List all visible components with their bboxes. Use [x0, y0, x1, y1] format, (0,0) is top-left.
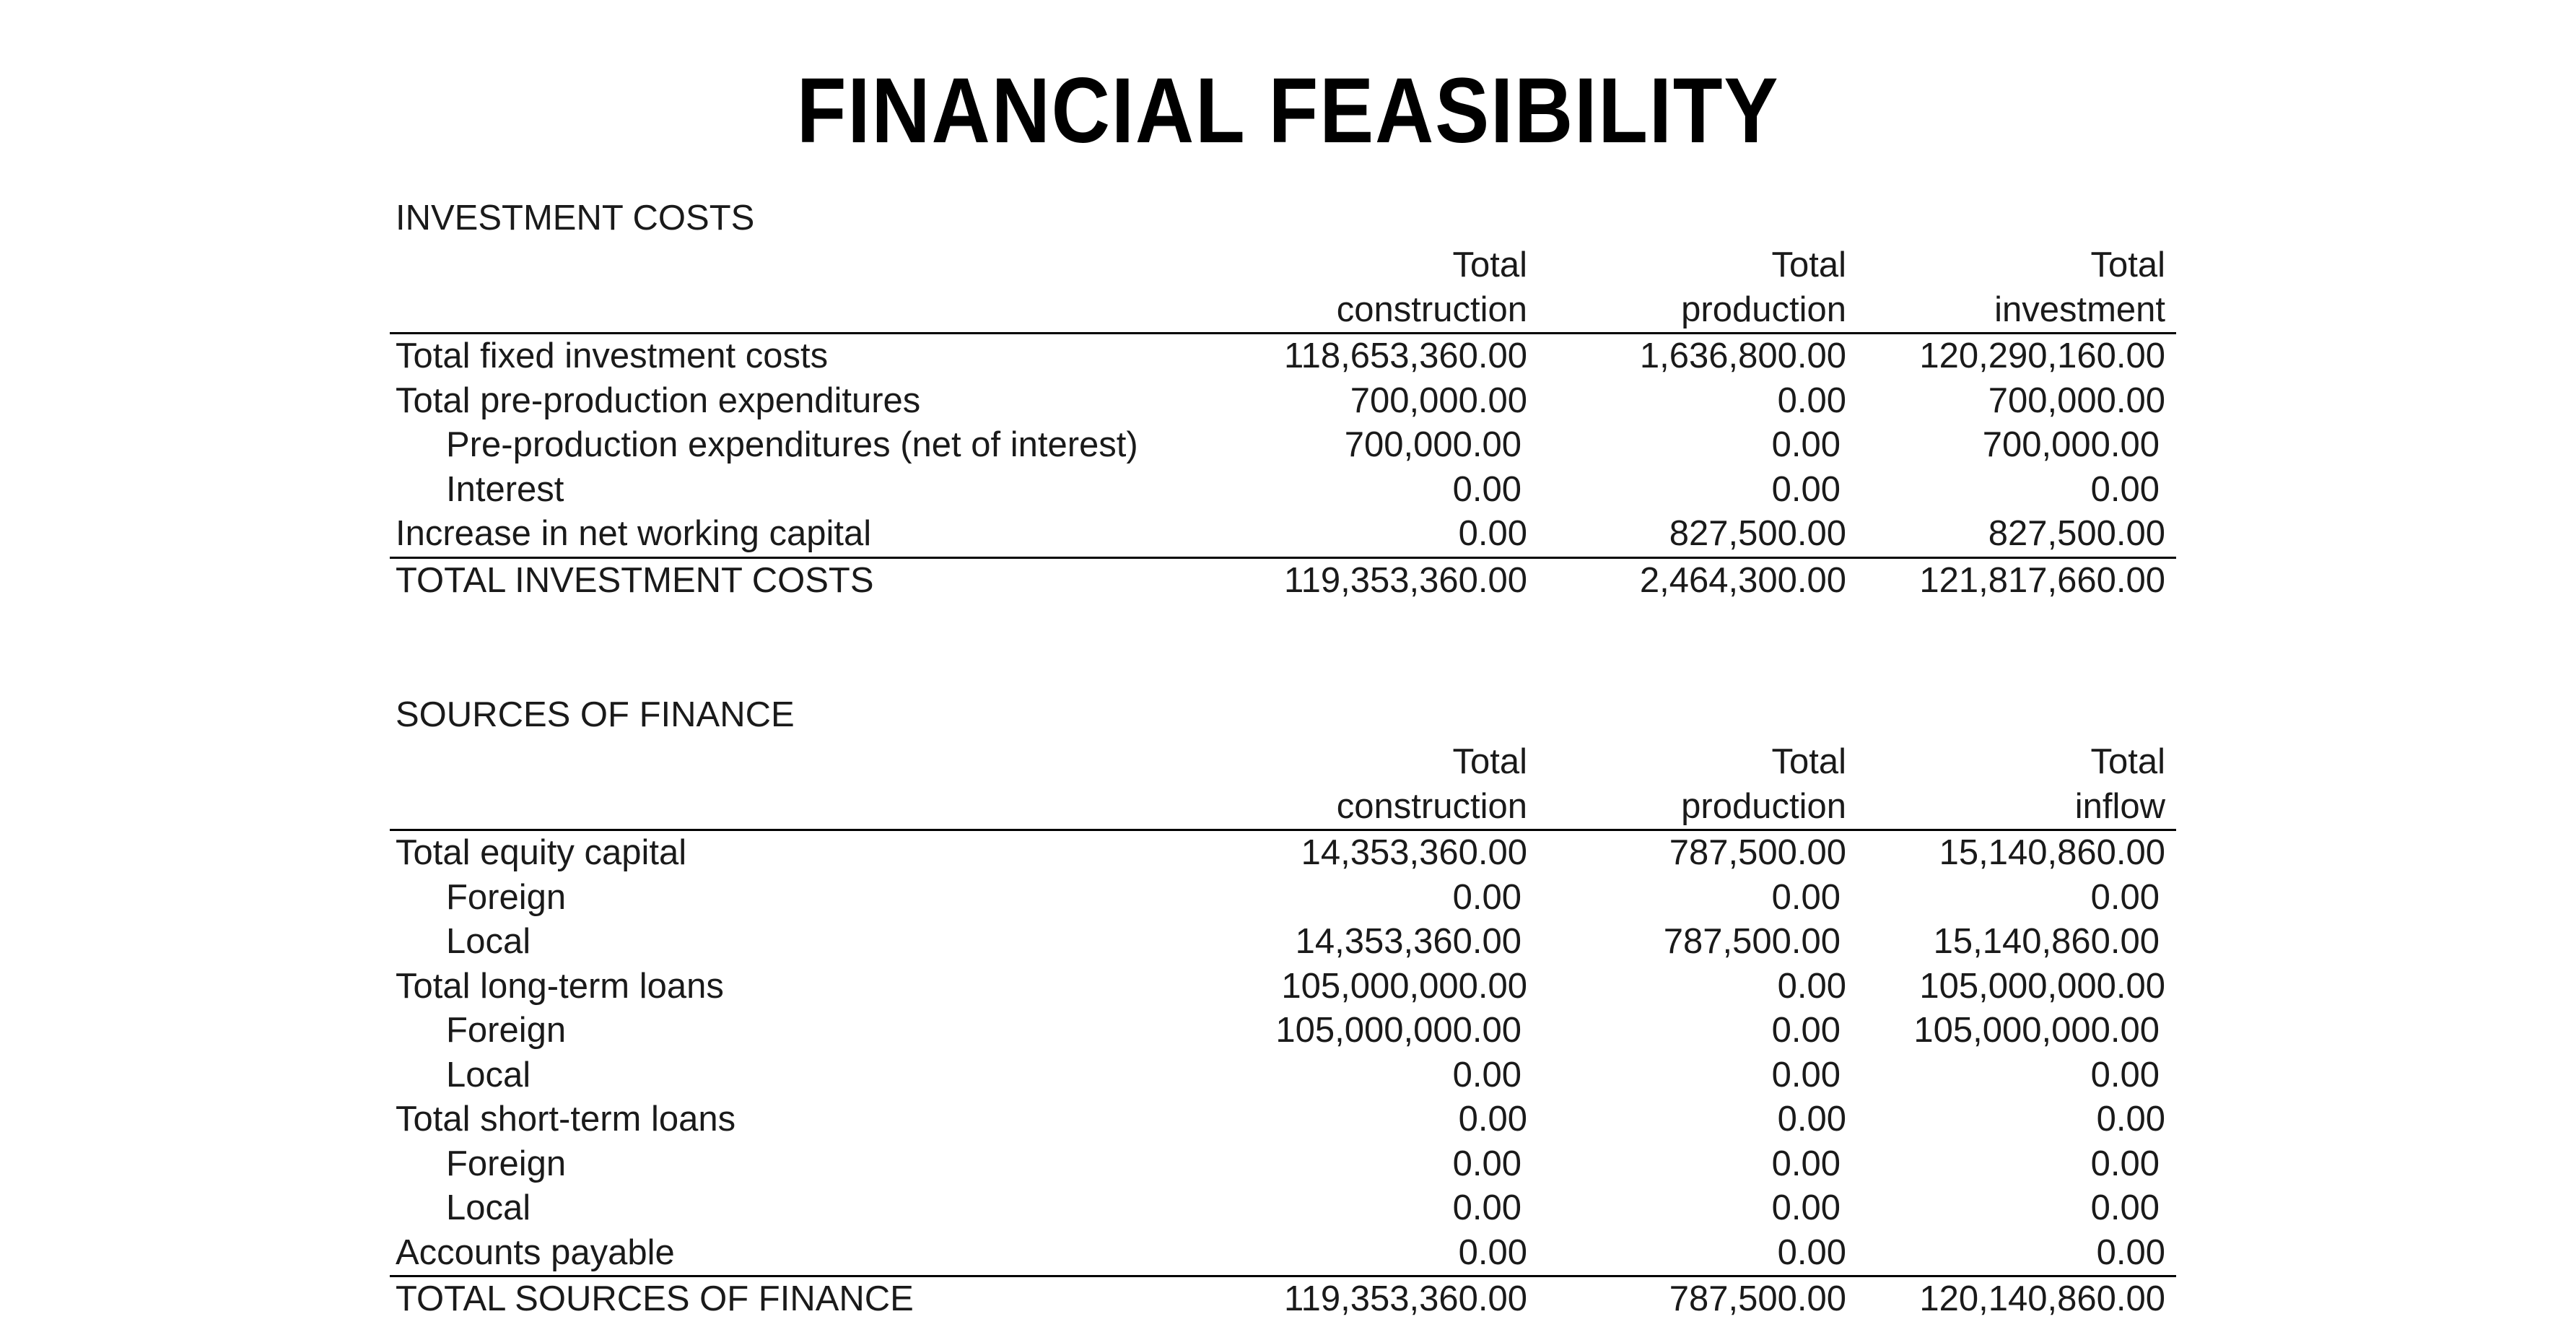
- table-row: [390, 334, 2176, 379]
- cell-production: 0.00: [1777, 380, 1846, 420]
- sources-of-finance-heading: SOURCES OF FINANCE: [396, 695, 795, 734]
- cell-construction: 0.00: [1452, 1188, 1521, 1227]
- cell-inflow: 15,140,860.00: [1939, 833, 2165, 872]
- row-label: Total fixed investment costs: [396, 336, 829, 375]
- table-row: [390, 1009, 2176, 1053]
- cell-production: 0.00: [1777, 1232, 1846, 1272]
- cell-inflow: 0.00: [2090, 1144, 2160, 1183]
- cell-investment: 827,500.00: [1988, 514, 2165, 553]
- cell-production: 1,636,800.00: [1639, 336, 1846, 375]
- row-label: TOTAL SOURCES OF FINANCE: [396, 1279, 914, 1318]
- cell-investment: 700,000.00: [1988, 380, 2165, 420]
- column-header-inflow: [1846, 738, 2165, 829]
- cell-construction: 0.00: [1458, 1100, 1527, 1139]
- cell-construction: 119,353,360.00: [1284, 560, 1527, 600]
- column-header-line: Total: [1771, 742, 1846, 781]
- cell-construction: 14,353,360.00: [1295, 922, 1521, 961]
- row-label: Interest: [446, 469, 564, 509]
- sources-of-finance-table: [390, 692, 2176, 1322]
- cell-production: 0.00: [1771, 469, 1841, 509]
- table-row: [390, 920, 2176, 965]
- cell-production: 0.00: [1771, 425, 1841, 464]
- table-row: [390, 468, 2176, 513]
- cell-production: 0.00: [1771, 877, 1841, 917]
- label-column-header: [390, 241, 1112, 332]
- column-header-line: production: [1681, 787, 1846, 826]
- cell-production: 0.00: [1771, 1144, 1841, 1183]
- row-label: Local: [446, 1055, 531, 1095]
- cell-production: 0.00: [1777, 1100, 1846, 1139]
- cell-construction: 0.00: [1452, 1055, 1521, 1095]
- cell-production: 787,500.00: [1669, 1279, 1846, 1318]
- cell-production: 2,464,300.00: [1639, 560, 1846, 600]
- column-header-line: Total: [2090, 742, 2165, 781]
- cell-inflow: 0.00: [2090, 1188, 2160, 1227]
- cell-inflow: 0.00: [2096, 1232, 2165, 1272]
- cell-production: 0.00: [1771, 1188, 1841, 1227]
- cell-construction: 105,000,000.00: [1275, 1011, 1521, 1050]
- cell-inflow: 120,140,860.00: [1919, 1279, 2165, 1318]
- cell-construction: 0.00: [1458, 1232, 1527, 1272]
- cell-construction: 0.00: [1452, 469, 1521, 509]
- column-header-line: construction: [1336, 787, 1527, 826]
- column-header-line: investment: [1994, 290, 2165, 329]
- cell-construction: 119,353,360.00: [1284, 1279, 1527, 1318]
- table-row: [390, 1186, 2176, 1231]
- cell-production: 0.00: [1771, 1055, 1841, 1095]
- investment-costs-heading: INVESTMENT COSTS: [396, 199, 755, 238]
- row-label: Foreign: [446, 877, 567, 917]
- cell-investment: 121,817,660.00: [1919, 560, 2165, 600]
- cell-construction: 700,000.00: [1344, 425, 1521, 464]
- column-header-line: inflow: [2074, 787, 2165, 826]
- cell-production: 827,500.00: [1669, 514, 1846, 553]
- cell-production: 0.00: [1777, 966, 1846, 1006]
- cell-construction: 105,000,000.00: [1281, 966, 1527, 1006]
- page-title: FINANCIAL FEASIBILITY: [796, 59, 1780, 162]
- table-row: [390, 1231, 2176, 1278]
- cell-investment: 120,290,160.00: [1919, 336, 2165, 375]
- cell-production: 0.00: [1771, 1011, 1841, 1050]
- row-label: Accounts payable: [396, 1232, 675, 1272]
- cell-inflow: 105,000,000.00: [1919, 966, 2165, 1006]
- table-row: [390, 1053, 2176, 1098]
- label-column-header: [390, 738, 1112, 829]
- cell-construction: 700,000.00: [1350, 380, 1527, 420]
- table-row: [390, 831, 2176, 876]
- column-header-line: Total: [1452, 245, 1527, 284]
- row-label: Total long-term loans: [396, 966, 724, 1006]
- cell-construction: 0.00: [1452, 1144, 1521, 1183]
- cell-inflow: 15,140,860.00: [1933, 922, 2160, 961]
- column-header-production: [1527, 738, 1846, 829]
- row-label: Local: [446, 1188, 531, 1227]
- finance-column-headers: [390, 738, 2176, 831]
- row-label: Increase in net working capital: [396, 514, 872, 553]
- column-header-line: production: [1681, 290, 1846, 329]
- table-row: [390, 512, 2176, 559]
- column-header-construction: [1112, 241, 1527, 332]
- row-label: Local: [446, 922, 531, 961]
- table-row: [390, 423, 2176, 468]
- table-row: [390, 1097, 2176, 1142]
- cell-inflow: 0.00: [2096, 1100, 2165, 1139]
- row-label: TOTAL INVESTMENT COSTS: [396, 560, 874, 600]
- total-row: [390, 1277, 2176, 1322]
- column-header-construction: [1112, 738, 1527, 829]
- total-row: [390, 559, 2176, 604]
- cell-production: 787,500.00: [1663, 922, 1841, 961]
- table-row: [390, 965, 2176, 1009]
- table-row: [390, 876, 2176, 921]
- investment-column-headers: [390, 241, 2176, 334]
- cell-construction: 14,353,360.00: [1301, 833, 1527, 872]
- cell-construction: 118,653,360.00: [1284, 336, 1527, 375]
- row-label: Foreign: [446, 1144, 567, 1183]
- row-label: Total pre-production expenditures: [396, 380, 921, 420]
- column-header-line: construction: [1336, 290, 1527, 329]
- column-header-investment: [1846, 241, 2165, 332]
- row-label: Total short-term loans: [396, 1100, 736, 1139]
- column-header-line: Total: [2090, 245, 2165, 284]
- investment-costs-table: [390, 195, 2176, 603]
- cell-inflow: 0.00: [2090, 1055, 2160, 1095]
- column-header-production: [1527, 241, 1846, 332]
- cell-investment: 700,000.00: [1982, 425, 2160, 464]
- cell-inflow: 0.00: [2090, 877, 2160, 917]
- row-label: Pre-production expenditures (net of interest): [446, 425, 1138, 464]
- cell-inflow: 105,000,000.00: [1913, 1011, 2160, 1050]
- row-label: Foreign: [446, 1011, 567, 1050]
- column-header-line: Total: [1452, 742, 1527, 781]
- cell-investment: 0.00: [2090, 469, 2160, 509]
- table-row: [390, 379, 2176, 424]
- cell-production: 787,500.00: [1669, 833, 1846, 872]
- cell-construction: 0.00: [1452, 877, 1521, 917]
- cell-construction: 0.00: [1458, 514, 1527, 553]
- column-header-line: Total: [1771, 245, 1846, 284]
- table-row: [390, 1142, 2176, 1187]
- row-label: Total equity capital: [396, 833, 687, 872]
